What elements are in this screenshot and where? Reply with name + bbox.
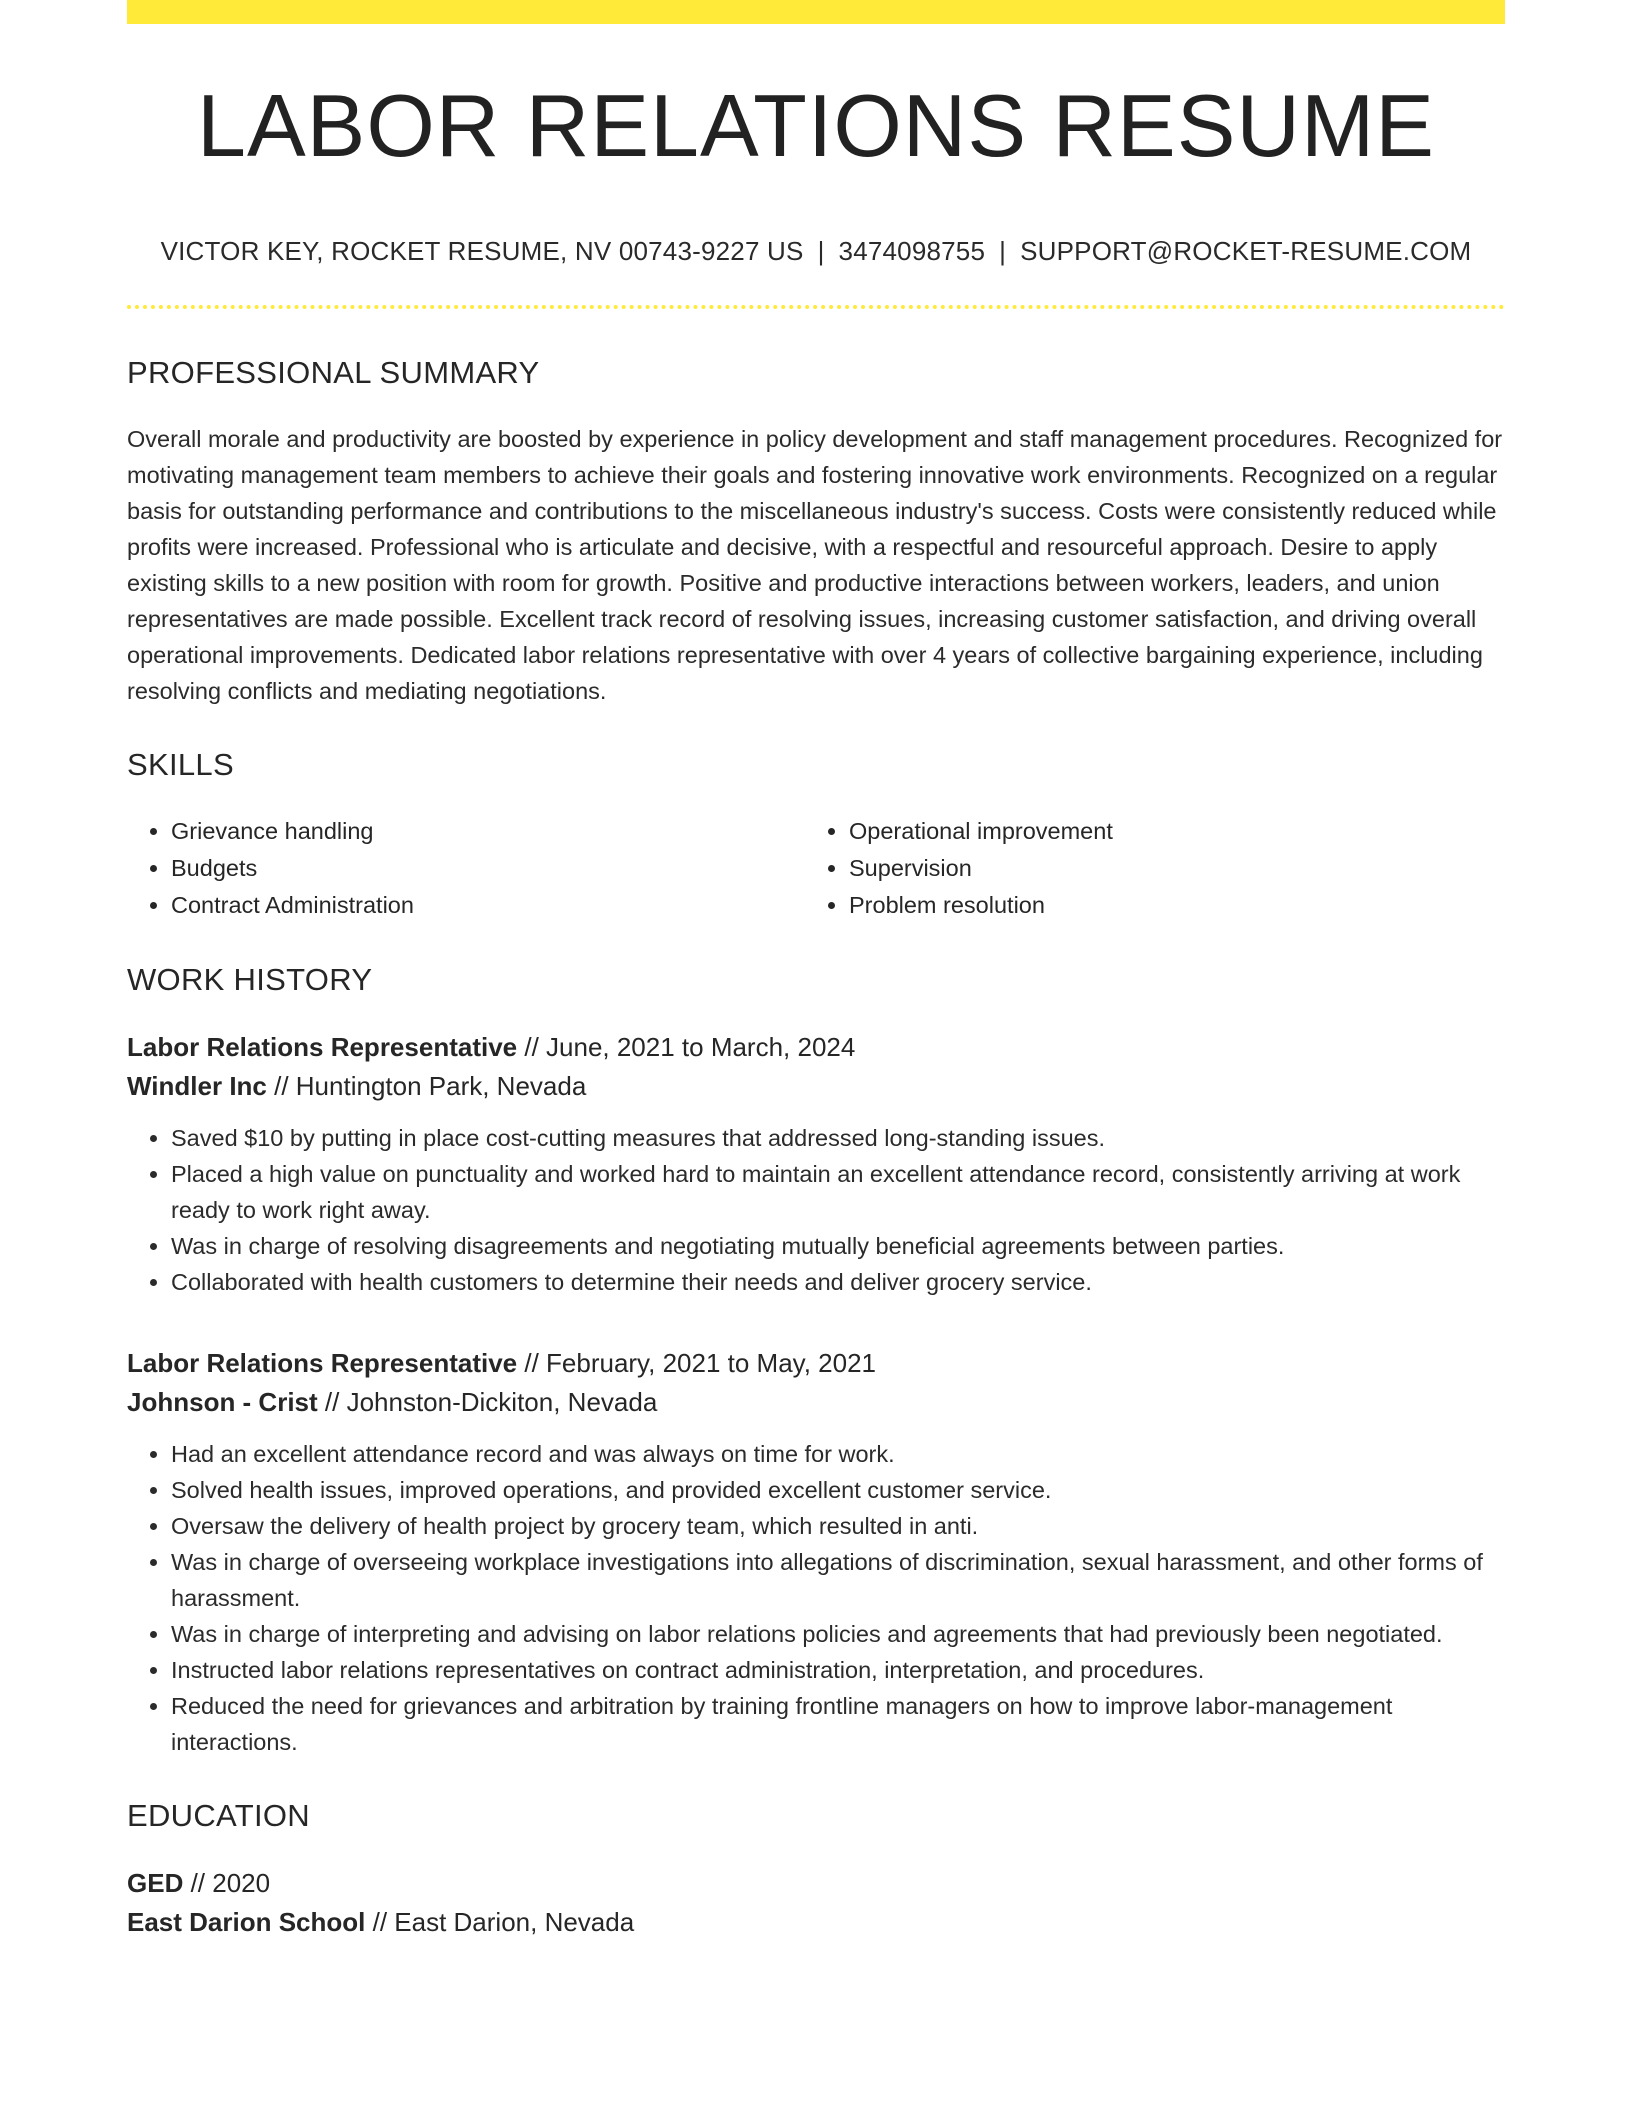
job-bullets: [127, 1436, 1505, 1760]
job-bullet: • Instructed labor relations representatives on contract administration, interpretation, and procedures.: [171, 1652, 1505, 1688]
contact-separator: |: [999, 236, 1007, 266]
job-title-line: [127, 1344, 1505, 1383]
skills-column-right: [805, 813, 1483, 924]
resume-title: LABOR RELATIONS RESUME: [197, 76, 1435, 175]
job-bullet: • Oversaw the delivery of health project by grocery team, which resulted in anti.: [171, 1508, 1505, 1544]
education-location: // East Darion, Nevada: [365, 1907, 635, 1937]
skill-item: • Grievance handling: [171, 813, 805, 850]
job-bullet: • Saved $10 by putting in place cost-cutting measures that addressed long-standing issues.: [171, 1120, 1505, 1156]
job-company-line: [127, 1067, 1505, 1106]
job-bullet: • Solved health issues, improved operations, and provided excellent customer service.: [171, 1472, 1505, 1508]
skill-item: • Supervision: [849, 850, 1483, 887]
contact-separator: |: [817, 236, 825, 266]
resume-page: [127, 0, 1505, 1942]
skill-item: • Problem resolution: [849, 887, 1483, 924]
work-history-heading: WORK HISTORY: [127, 962, 373, 997]
contact-phone: 3474098755: [838, 236, 986, 266]
job-entry: [127, 1344, 1505, 1760]
dotted-divider: [127, 305, 1505, 309]
education-entry: [127, 1864, 1505, 1942]
education-heading: EDUCATION: [127, 1798, 310, 1833]
skills-list: [127, 813, 1505, 924]
skill-item: • Contract Administration: [171, 887, 805, 924]
job-title: Labor Relations Representative: [127, 1032, 518, 1062]
job-company: Johnson - Crist: [127, 1387, 318, 1417]
summary-text: Overall morale and productivity are boosted by experience in policy development and staff management procedures. Recognized for motivating management team members to achieve their goals and fostering innovative work environments. Recognized on a regular basis for outstanding performance and contributions to the miscellaneous industry's success. Costs were consistently reduced while profits were increased. Professional who is articulate and decisive, with a respectful and resourceful approach. Desire to apply existing skills to a new position with room for growth. Positive and productive interactions between workers, leaders, and union representatives are made possible. Excellent track record of resolving issues, increasing customer satisfaction, and driving overall operational improvements. Dedicated labor relations representative with over 4 years of collective bargaining experience, including resolving conflicts and mediating negotiations.: [127, 426, 1503, 704]
job-title: Labor Relations Representative: [127, 1348, 518, 1378]
job-bullet: • Collaborated with health customers to determine their needs and deliver grocery service.: [171, 1264, 1505, 1300]
accent-top-bar: [127, 0, 1505, 24]
skills-heading: SKILLS: [127, 747, 234, 782]
job-dates: // February, 2021 to May, 2021: [517, 1348, 877, 1378]
job-location: // Huntington Park, Nevada: [266, 1071, 587, 1101]
education-degree-line: [127, 1864, 1505, 1903]
job-bullet: • Was in charge of interpreting and advising on labor relations policies and agreements that had previously been negotiated.: [171, 1616, 1505, 1652]
job-bullet: • Placed a high value on punctuality and worked hard to maintain an excellent attendance record, consistently arriving at work ready to work right away.: [171, 1156, 1505, 1228]
job-bullet: • Had an excellent attendance record and was always on time for work.: [171, 1436, 1505, 1472]
summary-heading: PROFESSIONAL SUMMARY: [127, 355, 540, 390]
education-school-line: [127, 1903, 1505, 1942]
skills-column-left: [127, 813, 805, 924]
job-dates: // June, 2021 to March, 2024: [517, 1032, 856, 1062]
job-bullet: • Reduced the need for grievances and arbitration by training frontline managers on how to improve labor-management interactions.: [171, 1688, 1505, 1760]
job-location: // Johnston-Dickiton, Nevada: [317, 1387, 658, 1417]
contact-email: SUPPORT@ROCKET-RESUME.COM: [1020, 236, 1472, 266]
education-degree: GED: [127, 1868, 184, 1898]
contact-address: VICTOR KEY, ROCKET RESUME, NV 00743-9227 US: [160, 236, 804, 266]
job-company: Windler Inc: [127, 1071, 267, 1101]
skill-item: • Budgets: [171, 850, 805, 887]
job-company-line: [127, 1383, 1505, 1422]
job-bullets: [127, 1120, 1505, 1300]
job-title-line: [127, 1028, 1505, 1067]
job-bullet: • Was in charge of resolving disagreements and negotiating mutually beneficial agreements between parties.: [171, 1228, 1505, 1264]
skill-item: • Operational improvement: [849, 813, 1483, 850]
education-school: East Darion School: [127, 1907, 366, 1937]
job-bullet: • Was in charge of overseeing workplace investigations into allegations of discrimination, sexual harassment, and other forms of harassment.: [171, 1544, 1505, 1616]
job-entry: [127, 1028, 1505, 1300]
contact-line: [127, 236, 1505, 267]
education-year: // 2020: [183, 1868, 271, 1898]
